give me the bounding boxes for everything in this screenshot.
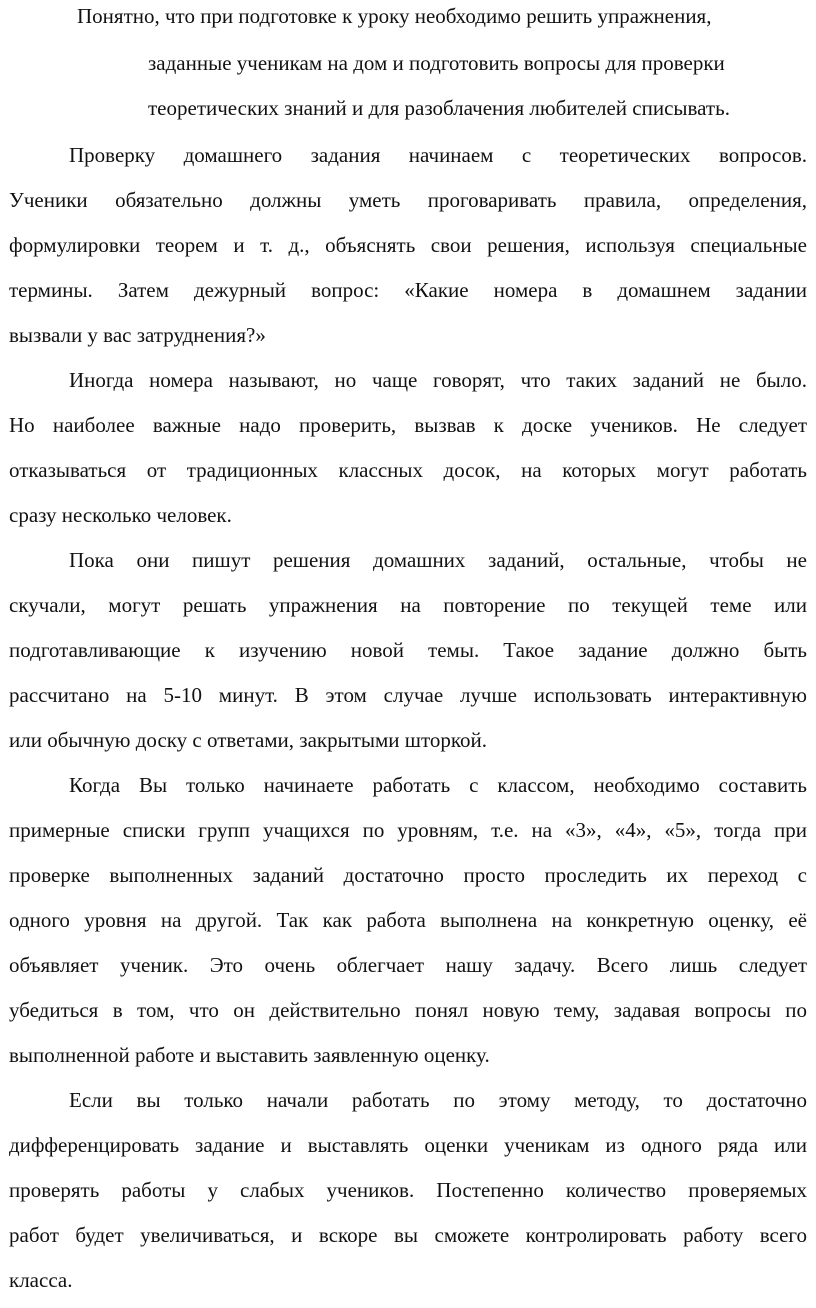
paragraph-line: дифференцировать задание и выставлять оценки ученикам из одного ряда или [9,1133,807,1157]
paragraph-line: одного уровня на другой. Так как работа выполнена на конкретную оценку, её [9,908,807,932]
paragraph-line: убедиться в том, что он действительно понял новую тему, задавая вопросы по [9,998,807,1022]
paragraph-line: формулировки теорем и т. д., объяснять свои решения, используя специальные [9,233,807,257]
intro-line: теоретических знаний и для разоблачения любителей списывать. [148,96,730,120]
paragraph-line: подготавливающие к изучению новой темы. Такое задание должно быть [9,638,807,662]
paragraph-line: проверке выполненных заданий достаточно просто проследить их переход с [9,863,807,887]
paragraph-line: Ученики обязательно должны уметь проговаривать правила, определения, [9,188,807,212]
paragraph-line: вызвали у вас затруднения?» [9,323,266,347]
paragraph-line: или обычную доску с ответами, закрытыми шторкой. [9,728,487,752]
paragraph-line: сразу несколько человек. [9,503,232,527]
paragraph-line: Пока они пишут решения домашних заданий, остальные, чтобы не [69,548,807,572]
paragraph-line: Проверку домашнего задания начинаем с теоретических вопросов. [69,143,807,167]
paragraph-line: Когда Вы только начинаете работать с классом, необходимо составить [69,773,807,797]
paragraph-line: выполненной работе и выставить заявленную оценку. [9,1043,490,1067]
intro-line: заданные ученикам на дом и подготовить вопросы для проверки [148,51,725,75]
paragraph-line: термины. Затем дежурный вопрос: «Какие номера в домашнем задании [9,278,807,302]
paragraph-line: скучали, могут решать упражнения на повторение по текущей теме или [9,593,807,617]
intro-line: Понятно, что при подготовке к уроку необходимо решить упражнения, [77,4,712,28]
paragraph-line: объявляет ученик. Это очень облегчает нашу задачу. Всего лишь следует [9,953,807,977]
paragraph-line: работ будет увеличиваться, и вскоре вы сможете контролировать работу всего [9,1223,807,1247]
paragraph-line: Но наиболее важные надо проверить, вызвав к доске учеников. Не следует [9,413,807,437]
paragraph-line: класса. [9,1268,73,1292]
paragraph-line: Иногда номера называют, но чаще говорят, что таких заданий не было. [69,368,807,392]
paragraph-line: Если вы только начали работать по этому методу, то достаточно [69,1088,807,1112]
paragraph-line: отказываться от традиционных классных досок, на которых могут работать [9,458,807,482]
paragraph-line: проверять работы у слабых учеников. Постепенно количество проверяемых [9,1178,807,1202]
paragraph-line: примерные списки групп учащихся по уровням, т.е. на «3», «4», «5», тогда при [9,818,807,842]
paragraph-line: рассчитано на 5-10 минут. В этом случае лучше использовать интерактивную [9,683,807,707]
